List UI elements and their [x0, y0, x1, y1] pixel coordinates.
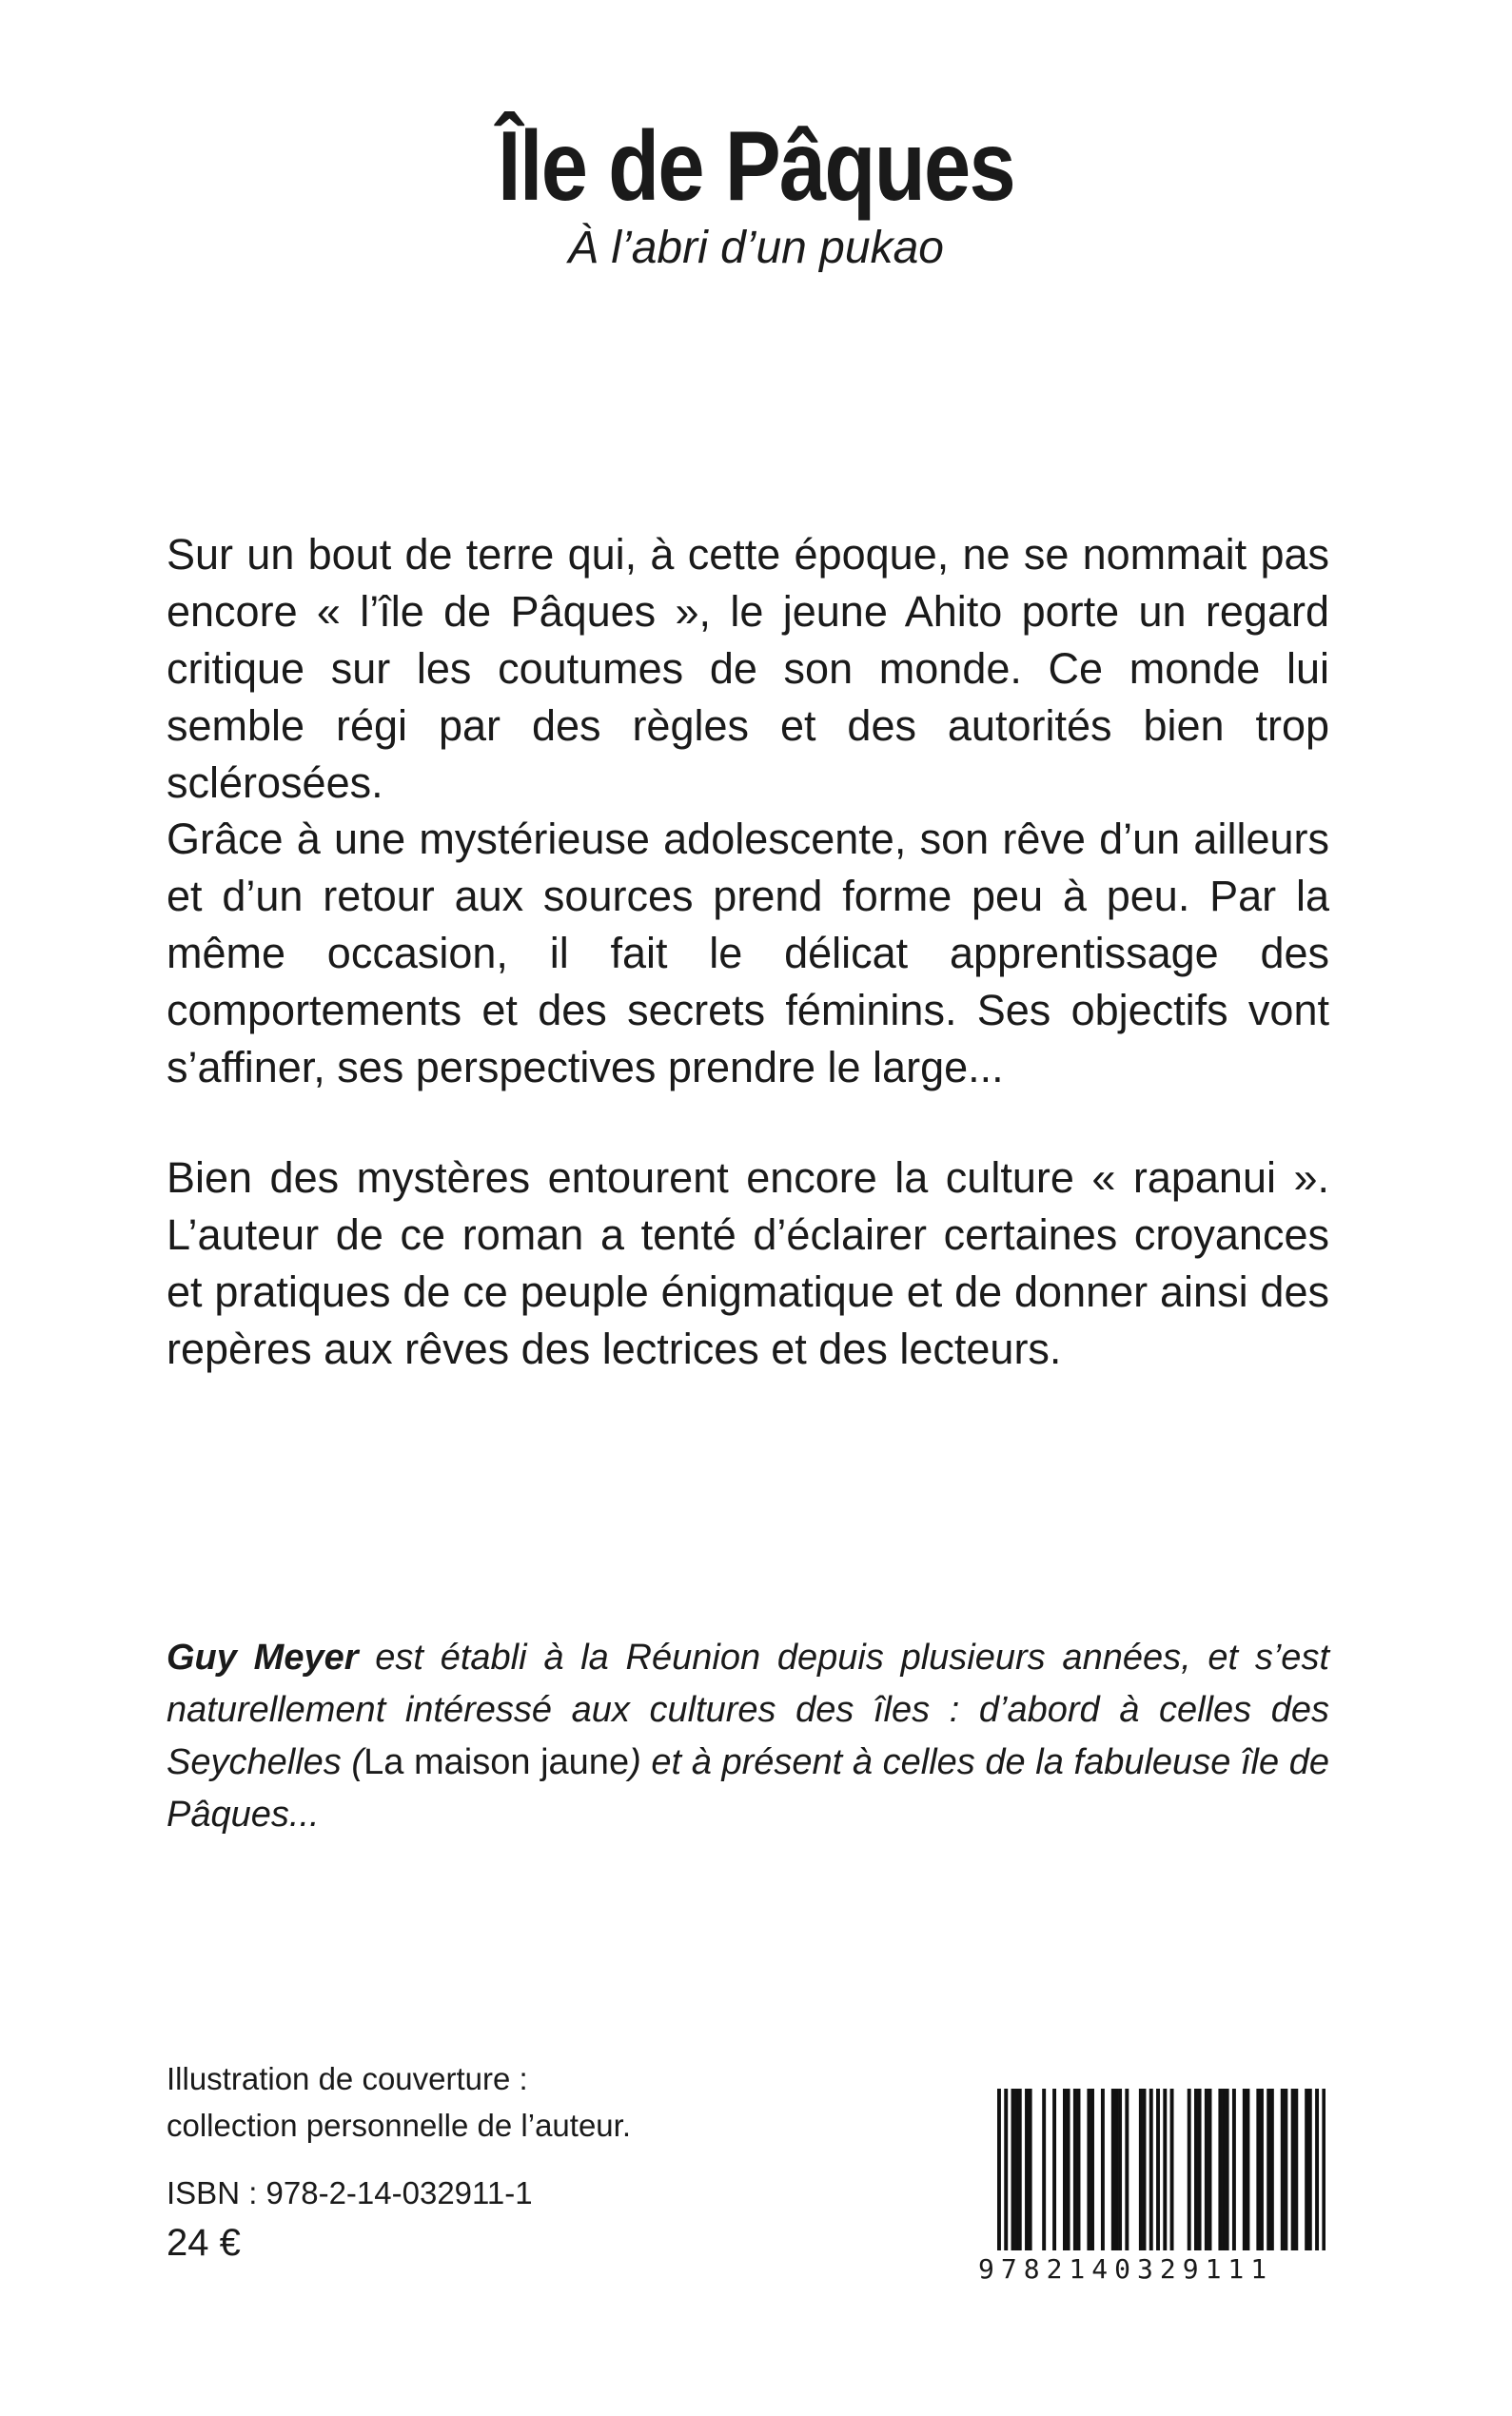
blurb-paragraph-3: Bien des mystères entourent encore la culture « rapanui ». L’auteur de ce roman a tenté d’éclairer certaines croyances et pratiques de ce peuple énigmatique et de donner ainsi des repères aux rêves des lectrices et des lecteurs.: [167, 1153, 1329, 1373]
cover-credits: [167, 2055, 631, 2149]
barcode-bar: [1315, 2089, 1319, 2250]
barcode-bar: [1256, 2089, 1260, 2250]
barcode-bar: [1067, 2089, 1070, 2250]
barcode-bar: [1246, 2089, 1249, 2250]
barcode-bar: [1143, 2089, 1147, 2250]
barcode-bar: [1284, 2089, 1287, 2250]
barcode-bar: [1188, 2089, 1191, 2250]
barcode-bar: [1018, 2089, 1022, 2250]
bio-text-after: ) et à présent à celles de la fabuleuse île de Pâques...: [167, 1742, 1329, 1835]
barcode-bar: [1232, 2089, 1236, 2250]
barcode-icon: [997, 2089, 1325, 2250]
barcode-bar: [1114, 2089, 1118, 2250]
barcode-bar: [1125, 2089, 1129, 2250]
barcode-bar: [1170, 2089, 1174, 2250]
barcode-bar: [997, 2089, 1001, 2250]
barcode-bar: [1291, 2089, 1295, 2250]
barcode-bar: [1111, 2089, 1115, 2250]
barcode-bar: [1260, 2089, 1264, 2250]
barcode-bar: [1025, 2089, 1029, 2250]
blurb-paragraph-2: Grâce à une mystérieuse adolescente, son rêve d’un ailleurs et d’un retour aux sources prend forme peu à peu. Par la même occasion, il fait le délicat apprentissage des comportements et des secrets féminins. Ses objectifs vont s’affiner, ses perspectives prendre le large...: [167, 815, 1329, 1091]
barcode-digits: 9782140329111: [978, 2253, 1274, 2285]
barcode-bar: [1226, 2089, 1229, 2250]
barcode-bar: [1087, 2089, 1090, 2250]
barcode-bar: [1205, 2089, 1208, 2250]
author-name: Guy Meyer: [167, 1638, 359, 1678]
bio-text-before: est établi à la Réunion depuis plusieurs années, et s’est naturellement intéressé aux cultures des îles : d’abord à celles des Seychelles (: [167, 1638, 1329, 1782]
previous-book-title: La maison jaune: [363, 1742, 630, 1782]
barcode-bar: [1222, 2089, 1226, 2250]
barcode-bar: [1308, 2089, 1312, 2250]
blurb-paragraph-1: Sur un bout de terre qui, à cette époque, ne se nommait pas encore « l’île de Pâques », le jeune Ahito porte un regard critique sur les coutumes de son monde. Ce monde lui semble régi par des règles et des autorités bien trop sclérosées.: [167, 530, 1329, 807]
barcode-bar: [1118, 2089, 1122, 2250]
barcode-bar: [1139, 2089, 1143, 2250]
barcode-bar: [1198, 2089, 1202, 2250]
barcode-bar: [1156, 2089, 1160, 2250]
barcode-bar: [1101, 2089, 1105, 2250]
barcode-bar: [1243, 2089, 1247, 2250]
barcode-bar: [1208, 2089, 1212, 2250]
book-subtitle: À l’abri d’un pukao: [568, 223, 944, 273]
credits-line-1: Illustration de couverture :: [167, 2061, 528, 2096]
author-bio: [167, 1632, 1329, 1841]
barcode-bar: [1029, 2089, 1032, 2250]
barcode-bar: [1052, 2089, 1056, 2250]
barcode-bar: [1090, 2089, 1094, 2250]
barcode-bar: [1014, 2089, 1018, 2250]
barcode-bar: [1149, 2089, 1153, 2250]
barcode-bar: [1281, 2089, 1285, 2250]
barcode-bar: [1042, 2089, 1046, 2250]
barcode-bar: [1063, 2089, 1067, 2250]
barcode-bar: [1218, 2089, 1222, 2250]
barcode: [997, 2089, 1325, 2250]
barcode-bar: [1077, 2089, 1081, 2250]
barcode-bar: [1194, 2089, 1198, 2250]
barcode-bar: [1270, 2089, 1274, 2250]
barcode-bar: [1073, 2089, 1077, 2250]
barcode-bar: [1294, 2089, 1298, 2250]
barcode-bar: [1011, 2089, 1015, 2250]
barcode-bar: [1322, 2089, 1325, 2250]
barcode-bar: [1004, 2089, 1008, 2250]
barcode-bar: [1267, 2089, 1270, 2250]
credits-line-2: collection personnelle de l’auteur.: [167, 2108, 631, 2143]
isbn: ISBN : 978-2-14-032911-1: [167, 2175, 533, 2210]
book-title: Île de Pâques: [498, 111, 1014, 222]
barcode-bar: [1305, 2089, 1308, 2250]
price: 24 €: [167, 2222, 241, 2264]
barcode-bar: [1163, 2089, 1167, 2250]
